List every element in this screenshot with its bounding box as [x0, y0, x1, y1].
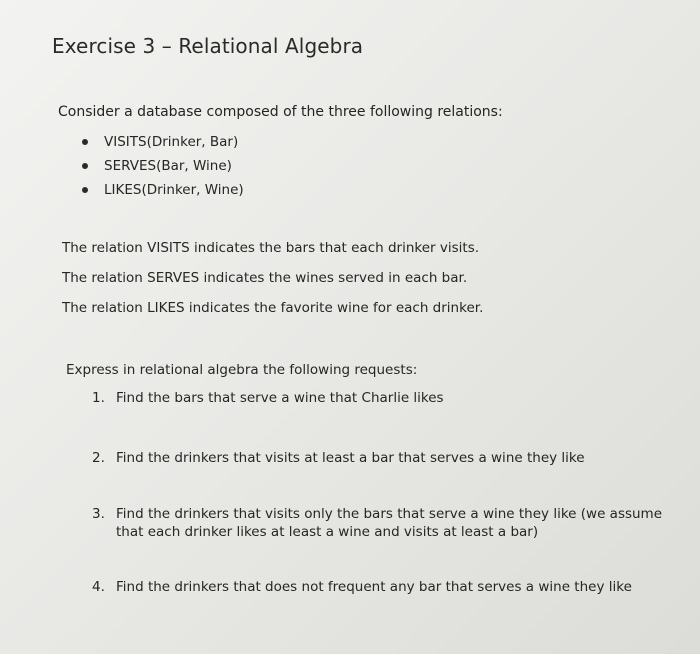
request-text: Find the bars that serve a wine that Charlie likes [116, 390, 444, 406]
request-number: 3. [92, 506, 105, 522]
request-text: Find the drinkers that visits at least a bar that serves a wine they like [116, 450, 585, 466]
relation-label: VISITS(Drinker, Bar) [104, 134, 239, 150]
relation-item [82, 178, 244, 202]
relations-list [82, 130, 244, 202]
description-visits: The relation VISITS indicates the bars that each drinker visits. [62, 240, 480, 256]
request-item [92, 449, 667, 467]
request-item [92, 389, 667, 407]
relation-label: SERVES(Bar, Wine) [104, 158, 232, 174]
bullet-icon [82, 139, 88, 145]
bullet-icon [82, 163, 88, 169]
request-number: 2. [92, 450, 105, 466]
description-likes: The relation LIKES indicates the favorite wine for each drinker. [62, 300, 484, 316]
description-serves: The relation SERVES indicates the wines served in each bar. [62, 270, 468, 286]
request-text: Find the drinkers that visits only the bars that serve a wine they like (we assume that each drinker likes at least a wine and visits at least a bar) [116, 506, 663, 540]
relation-item [82, 130, 244, 154]
instructions-text: Express in relational algebra the following requests: [66, 362, 418, 378]
relation-label: LIKES(Drinker, Wine) [104, 182, 244, 198]
bullet-icon [82, 187, 88, 193]
request-number: 1. [92, 390, 105, 406]
page-title: Exercise 3 – Relational Algebra [52, 34, 364, 58]
request-item [92, 578, 667, 596]
request-text: Find the drinkers that does not frequent any bar that serves a wine they like [116, 579, 632, 595]
request-number: 4. [92, 579, 105, 595]
request-item [92, 505, 667, 541]
intro-text: Consider a database composed of the three following relations: [58, 104, 503, 120]
relation-item [82, 154, 244, 178]
